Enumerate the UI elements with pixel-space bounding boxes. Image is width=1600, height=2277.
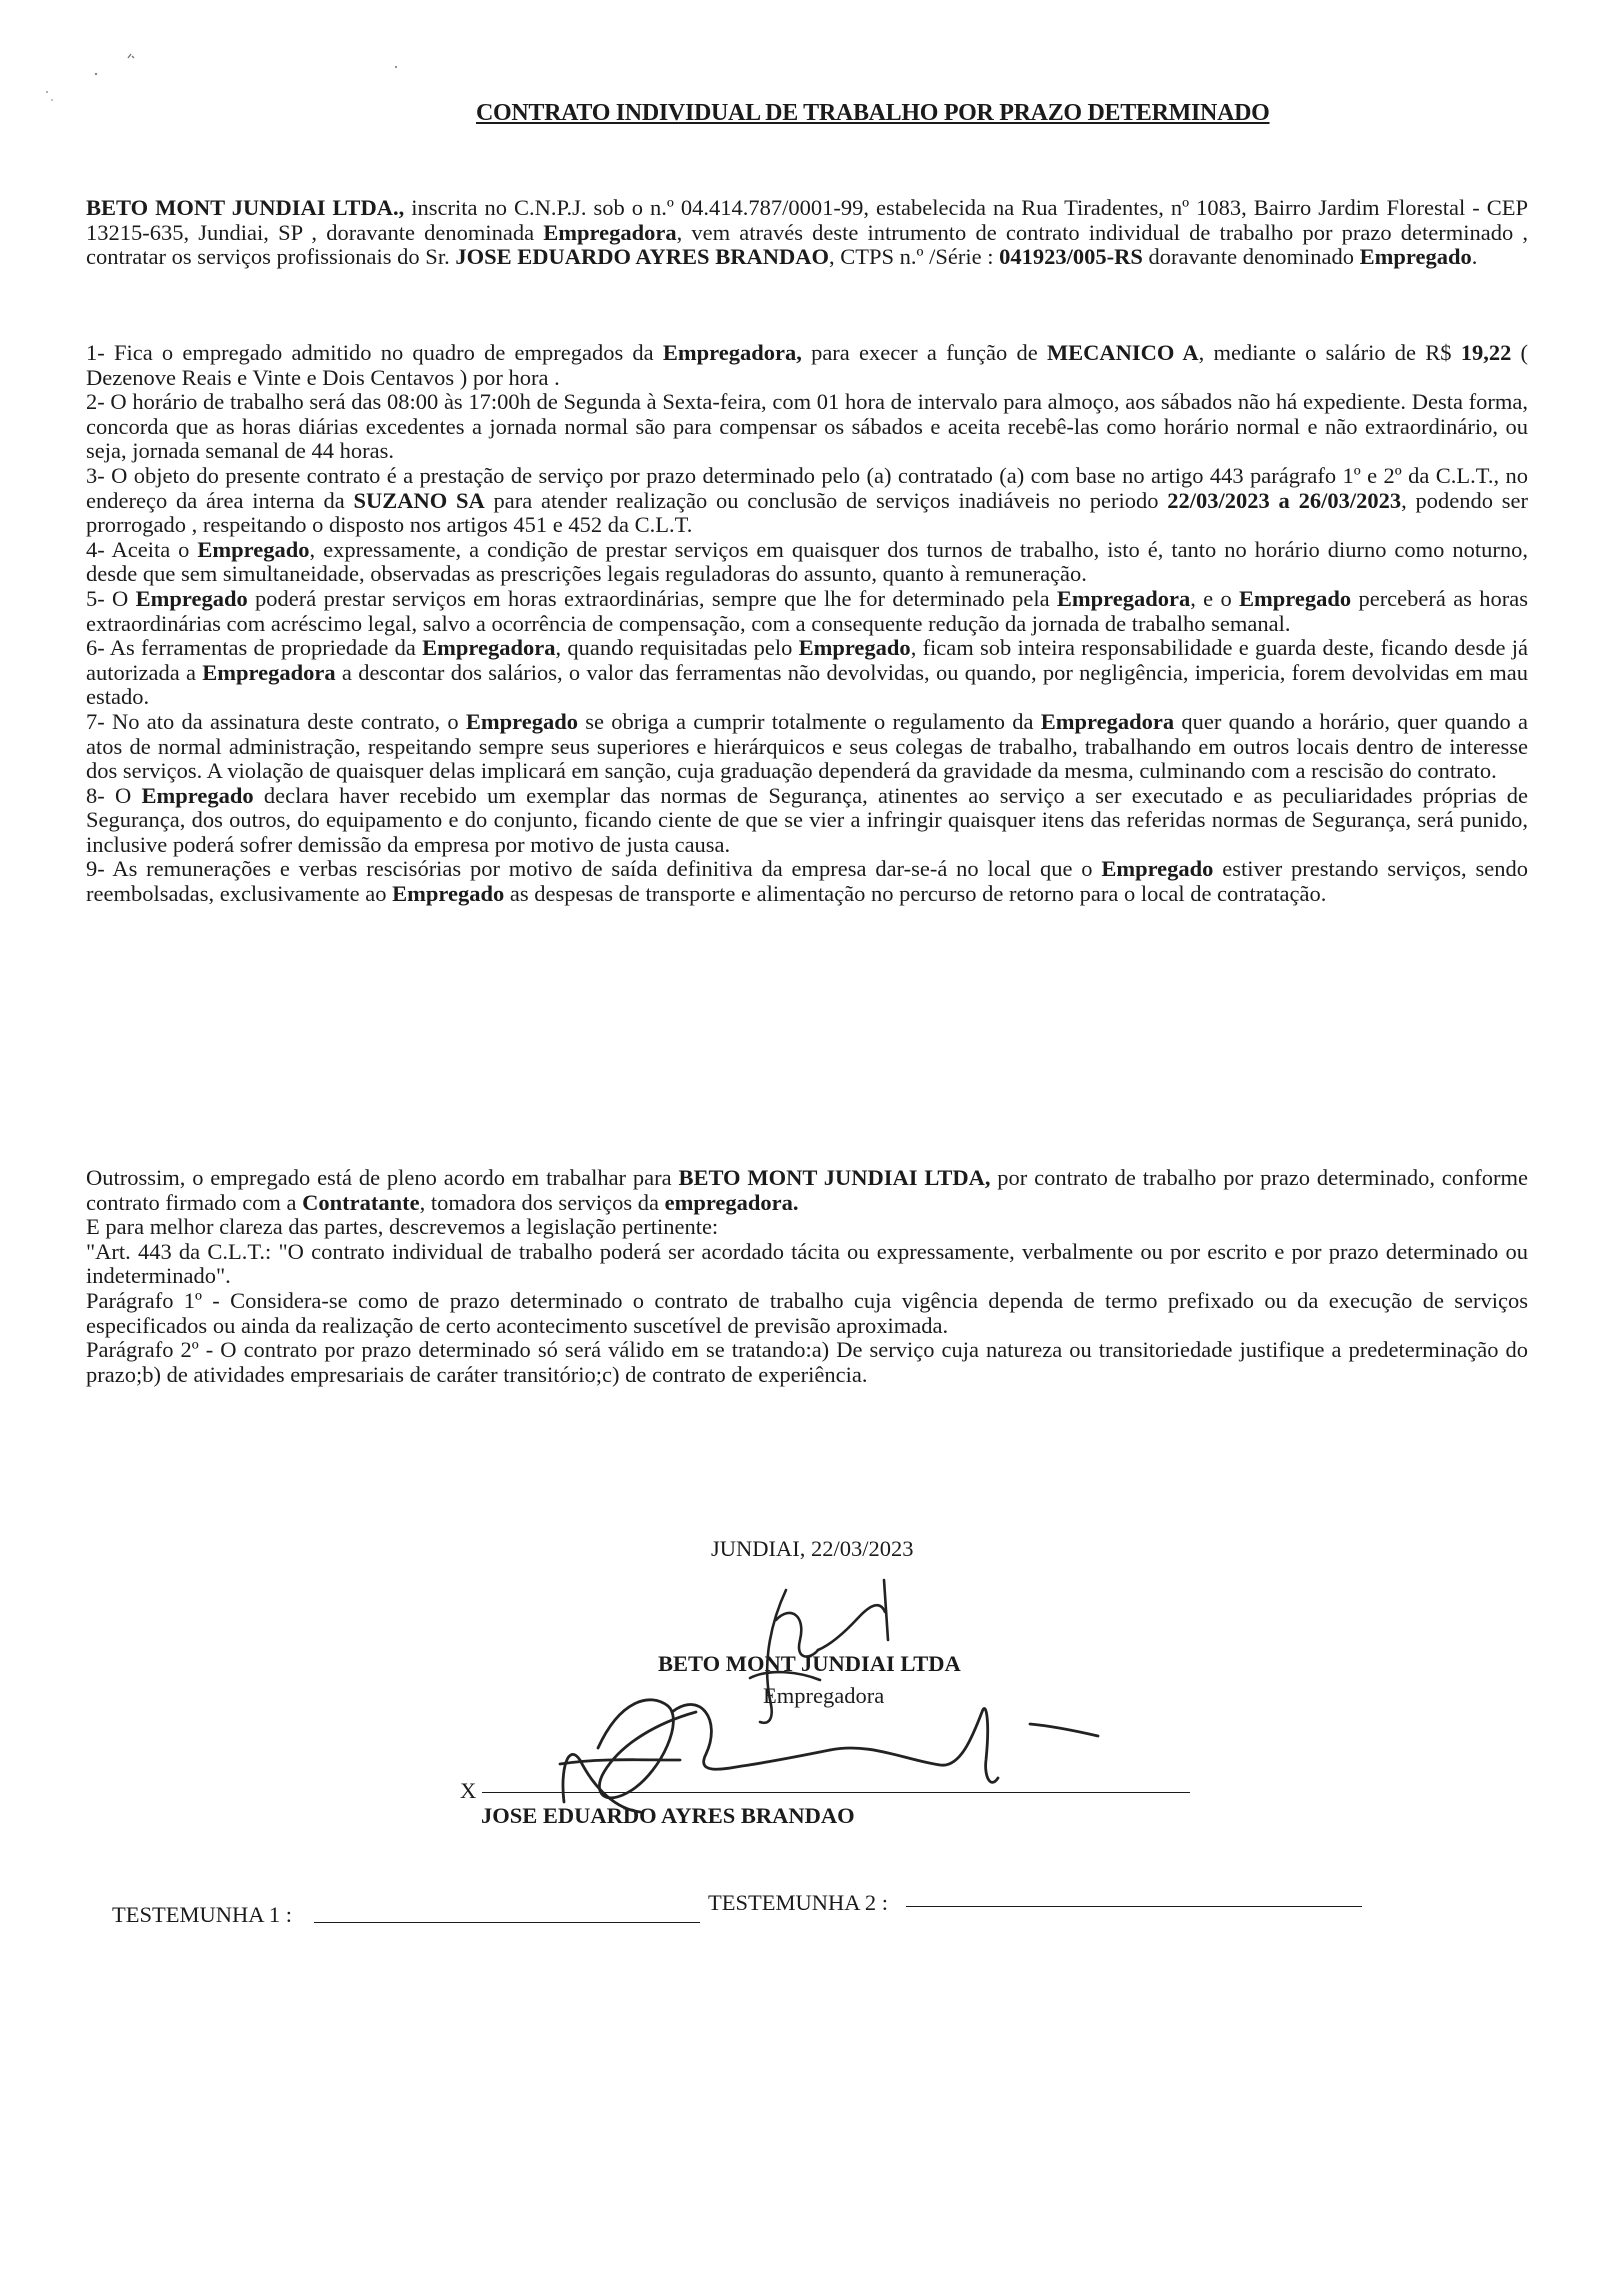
clause-text: a descontar dos salários, o valor das ferramentas não devolvidas, ou quando, por negligência, impericia, forem devolvidas em mau estado. (86, 659, 1529, 710)
employee-signature-icon (560, 1700, 1098, 1812)
clause-text: as despesas de transporte e alimentação no percurso de retorno para o local de contratação. (504, 881, 1327, 907)
clause-text: 8- O (86, 782, 142, 808)
clause-bold: Empregado (392, 881, 505, 907)
clause-2: 2- O horário de trabalho será das 08:00 às 17:00h de Segunda à Sexta-feira, com 01 hora de intervalo para almoço, aos sábados não há expediente. Desta forma, concorda que as horas diárias excedentes a jornada normal são para compensar os sábados e aceita recebê-las como horário normal e não extraordinário, ou seja, jornada semanal de 44 horas. (86, 389, 1528, 464)
clause-text: poderá prestar serviços em horas extraordinárias, sempre que lhe for determinado pela (247, 585, 1057, 611)
clause-text: 5- O (86, 585, 136, 611)
clause-bold: Empregado (141, 782, 254, 808)
clause-text: 4- Aceita o (86, 536, 198, 562)
clause-text: , quando requisitadas pelo (555, 635, 799, 661)
client-company: SUZANO SA (353, 487, 485, 513)
clause-text: declara haver recebido um exemplar das normas de Segurança, atinentes ao serviço a ser executado e as peculiaridades próprias de Segurança, dos outros, do equipamento e do conjunto, ficando ciente de que se vier a infringir quaisquer itens das referidas normas de Segurança, será punido, inclusive poderá sofrer demissão da empresa por motivo de justa causa. (86, 782, 1528, 857)
clause-bold: Empregado (798, 635, 911, 661)
employer-signature-role: Empregadora (763, 1683, 885, 1708)
clause-bold: Empregado (1101, 856, 1214, 882)
clause-text: 9- As remunerações e verbas rescisórias por motivo de saída definitiva da empresa dar-se-á no local que o (86, 856, 1102, 882)
contract-period: 22/03/2023 a 26/03/2023 (1167, 487, 1402, 513)
clause-bold: Empregado (135, 585, 248, 611)
contract-title: CONTRATO INDIVIDUAL DE TRABALHO POR PRAZO DETERMINADO (476, 100, 1270, 126)
hourly-salary: 19,22 (1460, 340, 1512, 365)
paragraph-2: Parágrafo 2º - O contrato por prazo determinado só será válido em se tratando:a) De serviço cuja natureza ou transitoriedade justifique a predeterminação do prazo;b) de atividades empresariais de caráter transitório;c) de contrato de experiência. (86, 1337, 1528, 1387)
closing-text: Outrossim, o empregado está de pleno acordo em trabalhar para (86, 1165, 679, 1190)
clause-text: estiver prestando serviços, sendo reembolsadas, exclusivamente ao (86, 856, 1528, 907)
closing-text: por contrato de trabalho por prazo determinado, conforme contrato firmado com a (86, 1165, 1528, 1215)
clause-text: perceberá as horas extraordinárias com acréscimo legal, salvo a ocorrência de compensação, com a consequente redução da jornada de trabalho semanal. (86, 585, 1528, 636)
job-title: MECANICO A (1046, 340, 1199, 365)
clause-text: para atender realização ou conclusão de serviços inadiáveis no periodo (484, 487, 1168, 513)
clause-bold: Empregado (1239, 585, 1352, 611)
clause-bold: Empregadora (1040, 708, 1175, 734)
intro-employee-name: JOSE EDUARDO AYRES BRANDAO (455, 244, 829, 270)
clause-text: se obriga a cumprir totalmente o regulamento da (578, 708, 1041, 734)
clause-text: , mediante o salário de R$ (1198, 340, 1461, 365)
clause-bold: Empregadora (202, 659, 336, 685)
clause-bold: Empregadora, (662, 340, 802, 365)
closing-empregadora: empregadora. (664, 1189, 799, 1215)
intro-text: . (1471, 244, 1478, 270)
clause-text: 1- Fica o empregado admitido no quadro de empregados da (86, 340, 663, 365)
intro-text: , vem através deste intrumento de contrato individual de trabalho por prazo determinado , contratar os serviços profissionais do Sr. (86, 219, 1528, 270)
intro-ctps: 041923/005-RS (999, 244, 1143, 270)
intro-employer-name: BETO MONT JUNDIAI LTDA., (86, 195, 405, 220)
intro-employer-role: Empregadora (543, 219, 677, 245)
clause-text: ( Dezenove Reais e Vinte e Dois Centavos ) por hora . (86, 340, 1529, 390)
clause-text: , ficam sob inteira responsabilidade e guarda deste, ficando desde já autorizada a (86, 635, 1529, 685)
article-443: "Art. 443 da C.L.T.: "O contrato individual de trabalho poderá ser acordado tácita ou expressamente, verbalmente ou por escrito e por prazo determinado ou indeterminado". (86, 1238, 1528, 1289)
intro-text: doravante denominado (1142, 244, 1360, 270)
clause-text: , expressamente, a condição de prestar serviços em quaisquer dos turnos de trabalho, isto é, tanto no horário diurno como noturno, desde que sem simultaneidade, observadas as prescrições legais reguladoras do assunto, quanto à remuneração. (86, 536, 1528, 587)
witness-2-label: TESTEMUNHA 2 : (708, 1890, 888, 1915)
clause-text: 3- O objeto do presente contrato é a prestação de serviço por prazo determinado pelo (a) contratado (a) com base no artigo 443 parágrafo 1º e 2º da C.L.T., no endereço da área interna da (86, 462, 1528, 513)
employer-signature-icon (750, 1580, 888, 1723)
employee-signature-name: JOSE EDUARDO AYRES BRANDAO (481, 1803, 855, 1828)
clause-text: para execer a função de (801, 340, 1047, 365)
clause-bold: Empregado (465, 708, 578, 734)
paragraph-1: Parágrafo 1º - Considera-se como de prazo determinado o contrato de trabalho cuja vigência dependa de termo prefixado ou da execução de serviços especificados ou ainda da realização de certo acontecimento suscetível de previsão aproximada. (86, 1287, 1528, 1338)
place-date: JUNDIAI, 22/03/2023 (711, 1536, 914, 1561)
clause-text: quer quando a horário, quer quando a atos de normal administração, respeitando sempre seus superiores e hierárquicos e seus colegas de trabalho, trabalhando em outros locais dentro de interesse dos serviços. A violação de quaisquer delas implicará em sanção, cuja graduação dependerá da gravidade da mesma, culminando com a rescisão do contrato. (86, 708, 1528, 784)
intro-text: , CTPS n.º /Série : (828, 244, 1000, 270)
clause-bold: Empregado (197, 536, 310, 562)
closing-contratante: Contratante (302, 1189, 420, 1215)
clause-text: , e o (1190, 585, 1240, 611)
clause-text: 7- No ato da assinatura deste contrato, o (86, 708, 466, 734)
witness-1-label: TESTEMUNHA 1 : (112, 1902, 292, 1927)
closing-employer: BETO MONT JUNDIAI LTDA, (678, 1165, 991, 1190)
intro-text: inscrita no C.N.P.J. sob o n.º 04.414.787/0001-99, estabelecida na Rua Tiradentes, nº 1083, Bairro Jardim Florestal - CEP 13215-635, Jundiai, SP , doravante denominada (86, 195, 1528, 245)
clause-text: 6- As ferramentas de propriedade da (86, 635, 423, 661)
clause-bold: Empregadora (1056, 585, 1191, 611)
employee-x-mark: X (460, 1778, 477, 1803)
clause-text: , podendo ser prorrogado , respeitando o disposto nos artigos 451 e 452 da C.L.T. (86, 487, 1528, 538)
employer-signature-name: BETO MONT JUNDIAI LTDA (658, 1651, 961, 1676)
clause-bold: Empregadora (422, 635, 556, 661)
intro-employee-role: Empregado (1359, 244, 1472, 270)
legislation-intro: E para melhor clareza das partes, descrevemos a legislação pertinente: (86, 1214, 719, 1240)
closing-text: , tomadora dos serviços da (419, 1189, 665, 1215)
